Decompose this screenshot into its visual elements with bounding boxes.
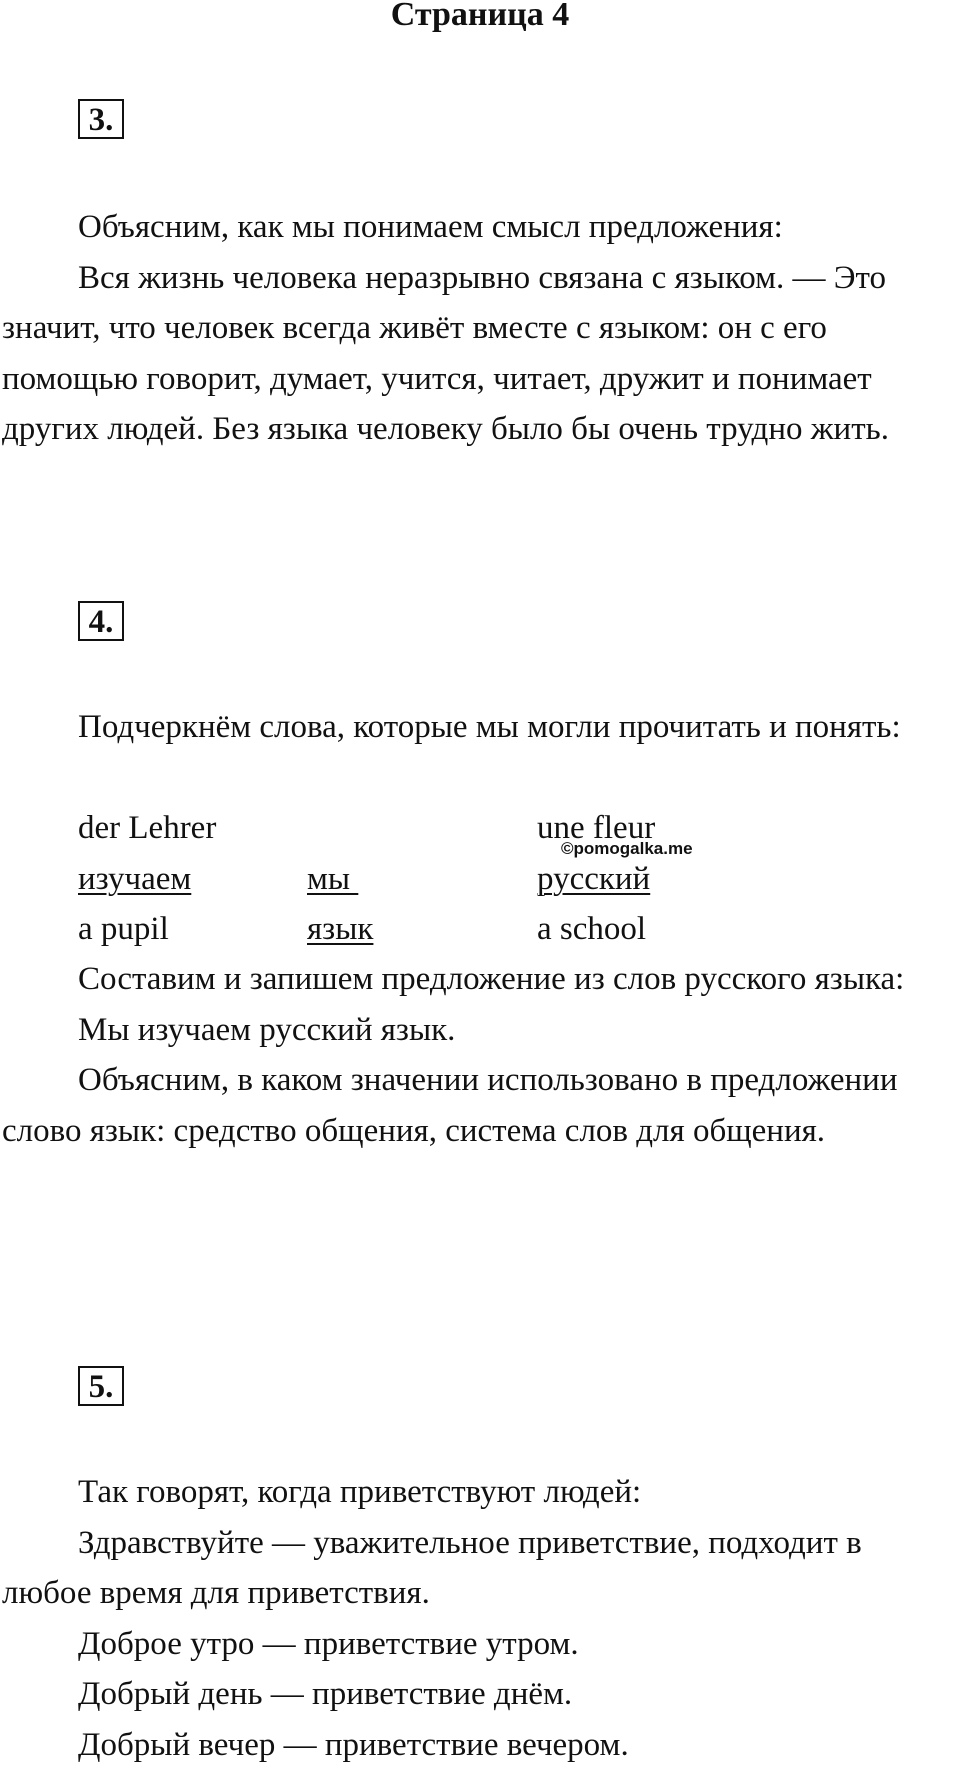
watermark: ©pomogalka.me: [561, 840, 693, 857]
word-der-lehrer: der Lehrer: [78, 803, 216, 854]
word-row: [0, 803, 960, 854]
word-a-pupil: a pupil: [78, 904, 169, 955]
word-row: [0, 854, 960, 905]
task-5-paragraph: Здравствуйте — уважительное приветствие, подходит в любое время для приветствия.: [2, 1518, 954, 1619]
task-5-paragraph: Добрый день — приветствие днём.: [2, 1669, 954, 1720]
word-une-fleur: une fleur: [537, 803, 655, 854]
task-4-paragraph: Подчеркнём слова, которые мы могли прочитать и понять:: [2, 702, 954, 753]
task-5-paragraph: Добрый вечер — приветствие вечером.: [2, 1720, 954, 1770]
task-5-text: [2, 1467, 954, 1770]
task-3-text: [2, 202, 954, 455]
task-number-4: 4.: [78, 601, 124, 641]
task-3-paragraph: Объясним, как мы понимаем смысл предложения:: [2, 202, 954, 253]
page-title: Страница 4: [0, 0, 960, 32]
word-my: мы: [307, 854, 358, 905]
task-number-3: 3.: [78, 99, 124, 139]
word-row: [0, 904, 960, 955]
word-izuchaem: изучаем: [78, 854, 191, 905]
task-4-text: [2, 954, 954, 1156]
task-4-paragraph: Составим и запишем предложение из слов русского языка:: [2, 954, 954, 1005]
word-yazyk: язык: [307, 904, 373, 955]
task-3-paragraph: Вся жизнь человека неразрывно связана с языком. — Это значит, что человек всегда живёт вместе с языком: он с его помощью говорит, думает, учится, читает, дружит и понимает других людей. Без языка человеку было бы очень трудно жить.: [2, 253, 954, 455]
word-a-school: a school: [537, 904, 646, 955]
task-5-paragraph: Так говорят, когда приветствуют людей:: [2, 1467, 954, 1518]
word-russkiy: русский: [537, 854, 650, 905]
task-4-paragraph: Объясним, в каком значении использовано в предложении слово язык: средство общения, система слов для общения.: [2, 1055, 954, 1156]
task-4-intro: [2, 702, 954, 753]
word-list: [0, 803, 960, 955]
task-4-paragraph: Мы изучаем русский язык.: [2, 1005, 954, 1056]
task-number-5: 5.: [78, 1366, 124, 1406]
task-5-paragraph: Доброе утро — приветствие утром.: [2, 1619, 954, 1670]
